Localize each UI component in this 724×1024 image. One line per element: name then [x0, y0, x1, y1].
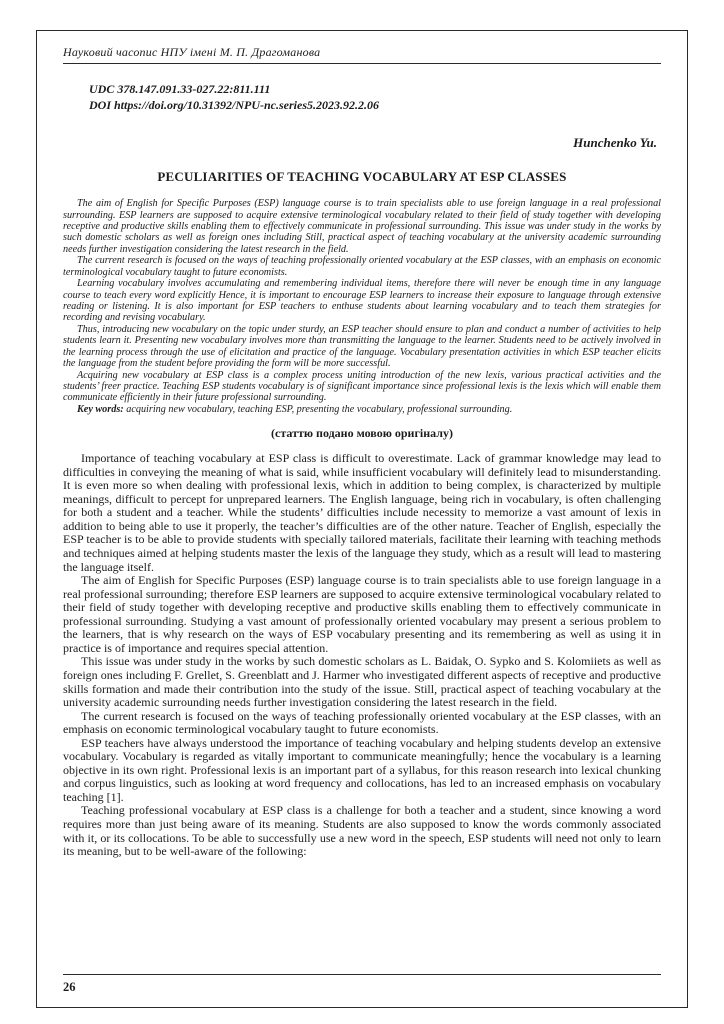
paper-title: PECULIARITIES OF TEACHING VOCABULARY AT ESP CLASSES — [157, 169, 567, 185]
body-paragraph: Importance of teaching vocabulary at ESP class is difficult to overestimate. Lack of grammar knowledge may lead to difficulties in conveying the meaning of what is said, while insufficient vocabulary will definitely lead to misunderstanding. It is even more so when dealing with professional lexis, which in addition to being complex, is characterized by multiple meanings, difficult to percept for unprepared learners. The English language, being rich in vocabulary, is often challenging for both a student and a teacher. While the students’ difficulties include necessity to memorize a vast amount of lexis in addition to being able to use it properly, the teacher’s difficulties are of the other nature. Teacher of English, especially the ESP teacher is to be able to provide students with specially tailored materials, facilitate their learning with teaching methods and techniques aimed at helping students master the lexis of the language they study, which as a result will lead to mastering the language itself. — [63, 451, 661, 574]
journal-header-text: Науковий часопис НПУ імені М. П. Драгоманова — [63, 45, 321, 59]
author-name: Hunchenko Yu. — [573, 135, 657, 151]
body-paragraph: This issue was under study in the works by such domestic scholars as L. Baidak, O. Sypko and S. Kolomiiets as well as foreign ones including F. Grellet, S. Greenblatt and J. Harmer who investigated different aspects of receptive and productive skills formation and made their contribution into the study of the issue. Still, practical aspect of teaching vocabulary at the university academic surrounding needs further investigation considering the latest research in the field. — [63, 654, 661, 710]
page-frame — [36, 30, 688, 1008]
page-number: 26 — [63, 980, 76, 994]
body-paragraph: ESP teachers have always understood the importance of teaching vocabulary and helping students develop an extensive vocabulary. Vocabulary is regarded as vitally important to communicate meaningfully; hence the vocabulary is a learning objective in its own right. Professional lexis is an important part of a syllabus, for this reason research into lexical chunking and corpus linguistics, such as looking at word frequency and collocations, has led to an increased emphasis on vocabulary teaching [1]. — [63, 735, 661, 804]
doi-line: DOI https://doi.org/10.31392/NPU-nc.series5.2023.92.2.06 — [89, 97, 380, 112]
body-paragraph: Teaching professional vocabulary at ESP class is a challenge for both a teacher and a student, since knowing a word requires more than just being aware of its meaning. Students are also supposed to know the words commonly associated with it, or its collocations. To be able to successfully use a new word in the speech, ESP students will need not only to learn its meaning, but to be well-aware of the following: — [63, 803, 661, 859]
footer-rule — [63, 974, 661, 975]
language-note: (статтю подано мовою оригіналу) — [271, 426, 453, 441]
abstract-paragraph: Acquiring new vocabulary at ESP class is a complex process uniting introduction of the new lexis, various practical activities and the students’ freer practice. Teaching ESP students vocabulary is of significant importance since professional lexis is the lexis which will enable them communicate efficiently in their future professional surrounding. — [63, 369, 661, 404]
body-paragraph: The aim of English for Specific Purposes (ESP) language course is to train specialists able to use foreign language in a real professional surrounding; therefore ESP learners are supposed to acquire extensive terminological vocabulary related to their field of study together with developing receptive and productive skills enabling them to effectively communicate in professional surrounding. Studying a vast amount of professionally oriented vocabulary may present a serious problem to the learners, that is why research on the ways of ESP vocabulary presenting and its remembering as well as using it in practice is of importance and requires special attention. — [63, 573, 661, 655]
keywords-label: Key words: — [77, 403, 124, 415]
udc-line: UDC 378.147.091.33-027.22:811.111 — [89, 82, 271, 96]
abstract-section — [63, 198, 661, 415]
abstract-paragraph: The current research is focused on the ways of teaching professionally oriented vocabulary at the ESP classes, with an emphasis on economic terminological vocabulary taught to future economists. — [63, 255, 661, 278]
abstract-paragraph: The aim of English for Specific Purposes (ESP) language course is to train specialists able to use foreign language in a real professional surrounding. ESP learners are supposed to acquire extensive terminological vocabulary related to their field of study together with developing receptive and productive skills enabling them to effectively communicate in professional surrounding. This issue was under study in the works by such domestic scholars as well as foreign ones including Still, practical aspect of teaching vocabulary at the university academic surrounding needs further investigation considering the latest research in the field. — [63, 198, 661, 255]
meta-block — [89, 82, 661, 113]
page-footer — [63, 974, 661, 995]
abstract-paragraph: Learning vocabulary involves accumulating and remembering individual items, therefore there will never be enough time in any language course to teach every word explicitly Hence, it is important to encourage ESP learners to increase their exposure to language through extensive reading or listening. It is also important for ESP teachers to enthuse students about learning vocabulary and to teach them strategies for recording and revising vocabulary. — [63, 278, 661, 324]
journal-header — [63, 45, 661, 64]
article-body — [63, 452, 661, 858]
keywords-text: acquiring new vocabulary, teaching ESP, presenting the vocabulary, professional surrounding. — [123, 403, 513, 415]
abstract-paragraph: Thus, introducing new vocabulary on the topic under sturdy, an ESP teacher should ensure to plan and conduct a number of activities to help students learn it. Presenting new vocabulary involves more than transmitting the language to the learner. Students need to be actively involved in the learning process through the use of elicitation and practice of the language. Vocabulary presentation activities in which ESP teacher elicits the language from the student before providing the form will be more successful. — [63, 323, 661, 370]
body-paragraph: The current research is focused on the ways of teaching professionally oriented vocabulary at the ESP classes, with an emphasis on economic terminological vocabulary taught to future economists. — [63, 708, 661, 737]
keywords-line — [63, 404, 661, 415]
